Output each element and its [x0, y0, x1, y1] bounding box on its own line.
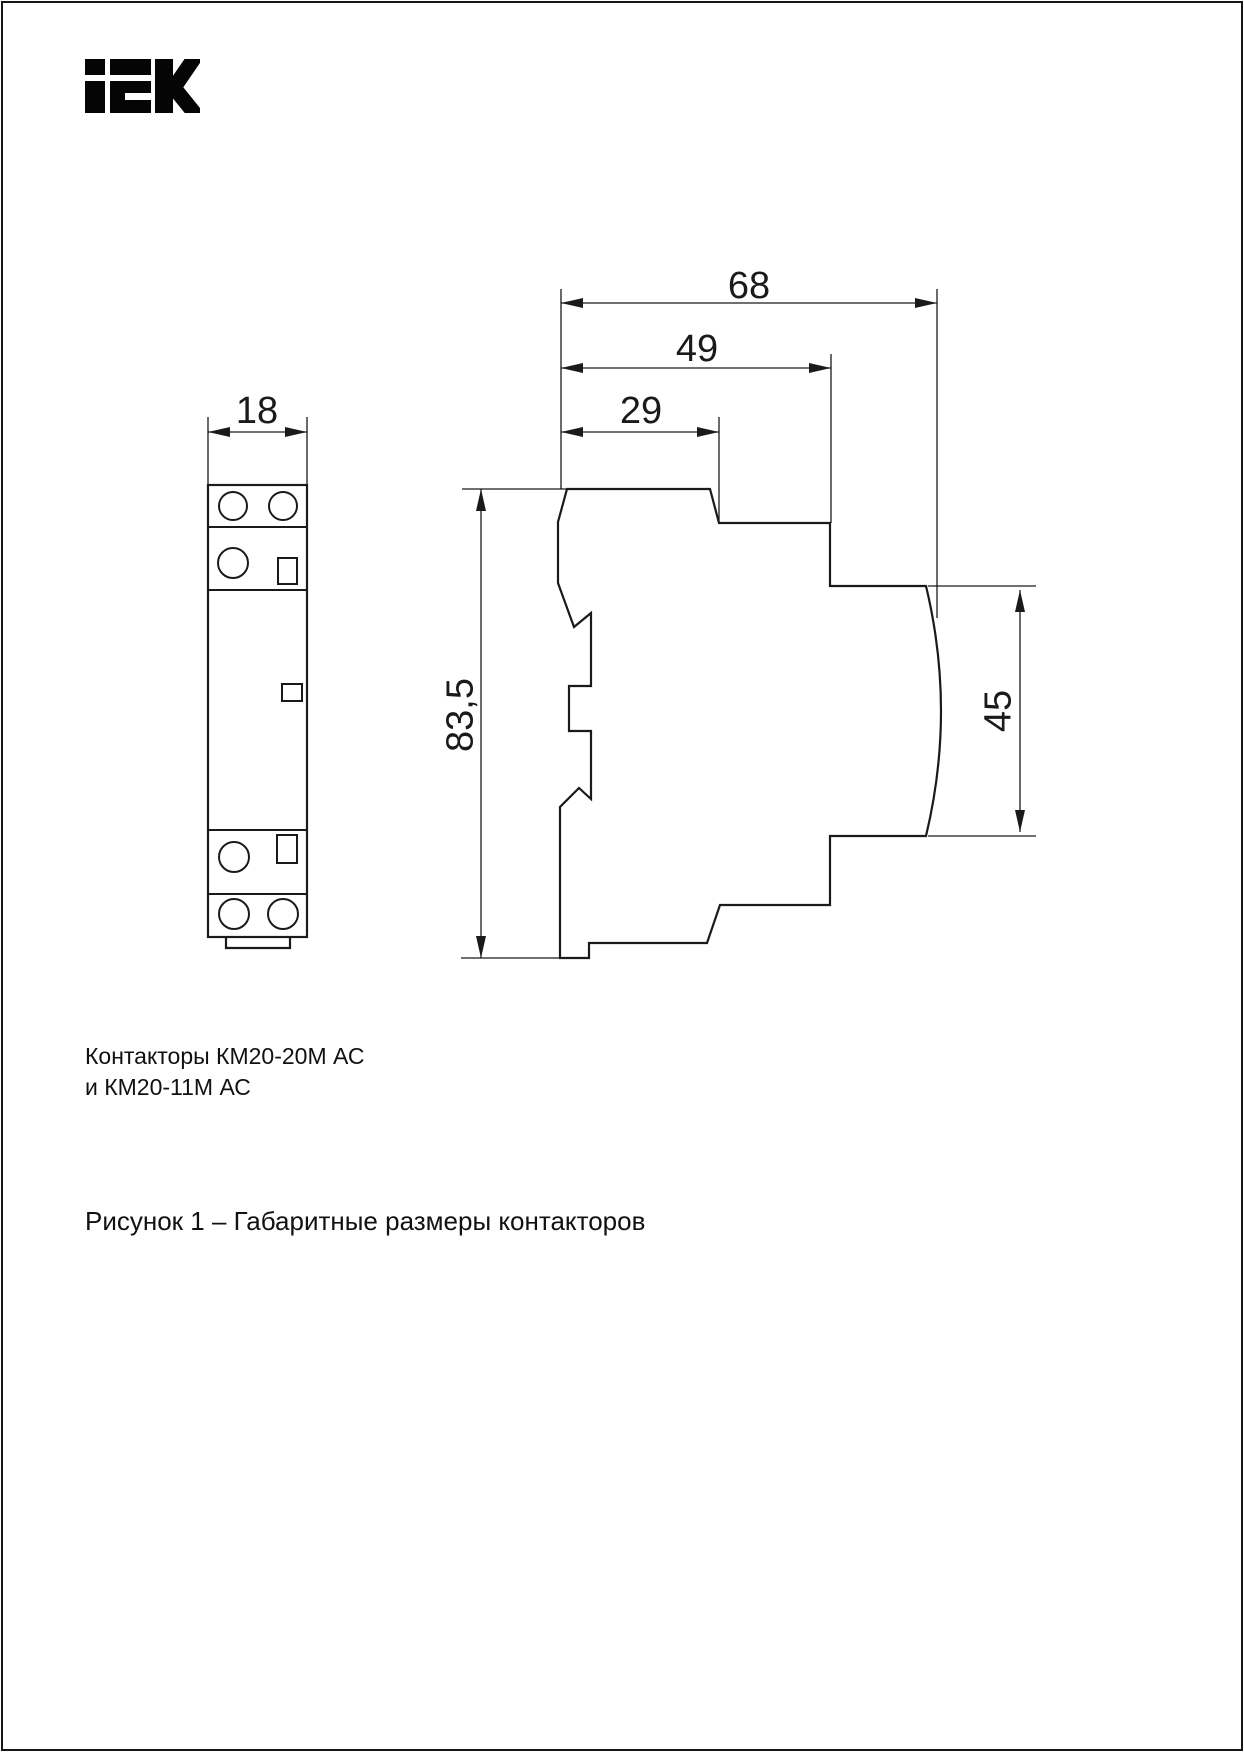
logo-i-dot — [85, 59, 105, 75]
dim-83-5-label: 83,5 — [439, 678, 482, 752]
logo-e-top-bar — [110, 59, 151, 75]
logo-k-arms — [171, 54, 200, 120]
terminal-screw — [219, 899, 249, 929]
front-section-dividers — [208, 527, 307, 894]
side-view-drawing — [439, 265, 1036, 958]
side-extension-lines — [461, 289, 1036, 958]
logo-k-stem — [155, 59, 173, 113]
dim-18-label: 18 — [235, 390, 279, 432]
dim-68-label: 68 — [727, 265, 771, 307]
terminal-slot — [277, 835, 297, 863]
front-bottom-foot — [226, 937, 290, 948]
terminal-screw — [269, 492, 297, 520]
side-dimension-lines — [481, 303, 1020, 958]
front-terminal-details — [218, 492, 302, 929]
terminal-screw — [218, 548, 248, 578]
side-profile-outline — [558, 489, 941, 958]
product-name-line2: и КМ20-11М АС — [85, 1074, 251, 1100]
logo-e-body — [110, 81, 151, 113]
product-name-line1: Контакторы КМ20-20М АС — [85, 1043, 365, 1069]
terminal-screw — [268, 899, 298, 929]
side-dimension-arrows — [476, 298, 1025, 958]
dim-29-label: 29 — [619, 390, 663, 432]
iek-logo — [85, 54, 200, 120]
dim-45-label: 45 — [977, 689, 1020, 733]
logo-i-stem — [85, 81, 105, 113]
dim-49-label: 49 — [675, 328, 719, 370]
indicator-window — [282, 684, 302, 701]
product-name-block — [85, 1041, 364, 1103]
figure-caption: Рисунок 1 – Габаритные размеры контакторов — [85, 1206, 646, 1236]
terminal-slot — [278, 558, 297, 584]
terminal-screw — [219, 842, 249, 872]
terminal-screw — [219, 492, 247, 520]
front-view-drawing — [208, 390, 307, 948]
